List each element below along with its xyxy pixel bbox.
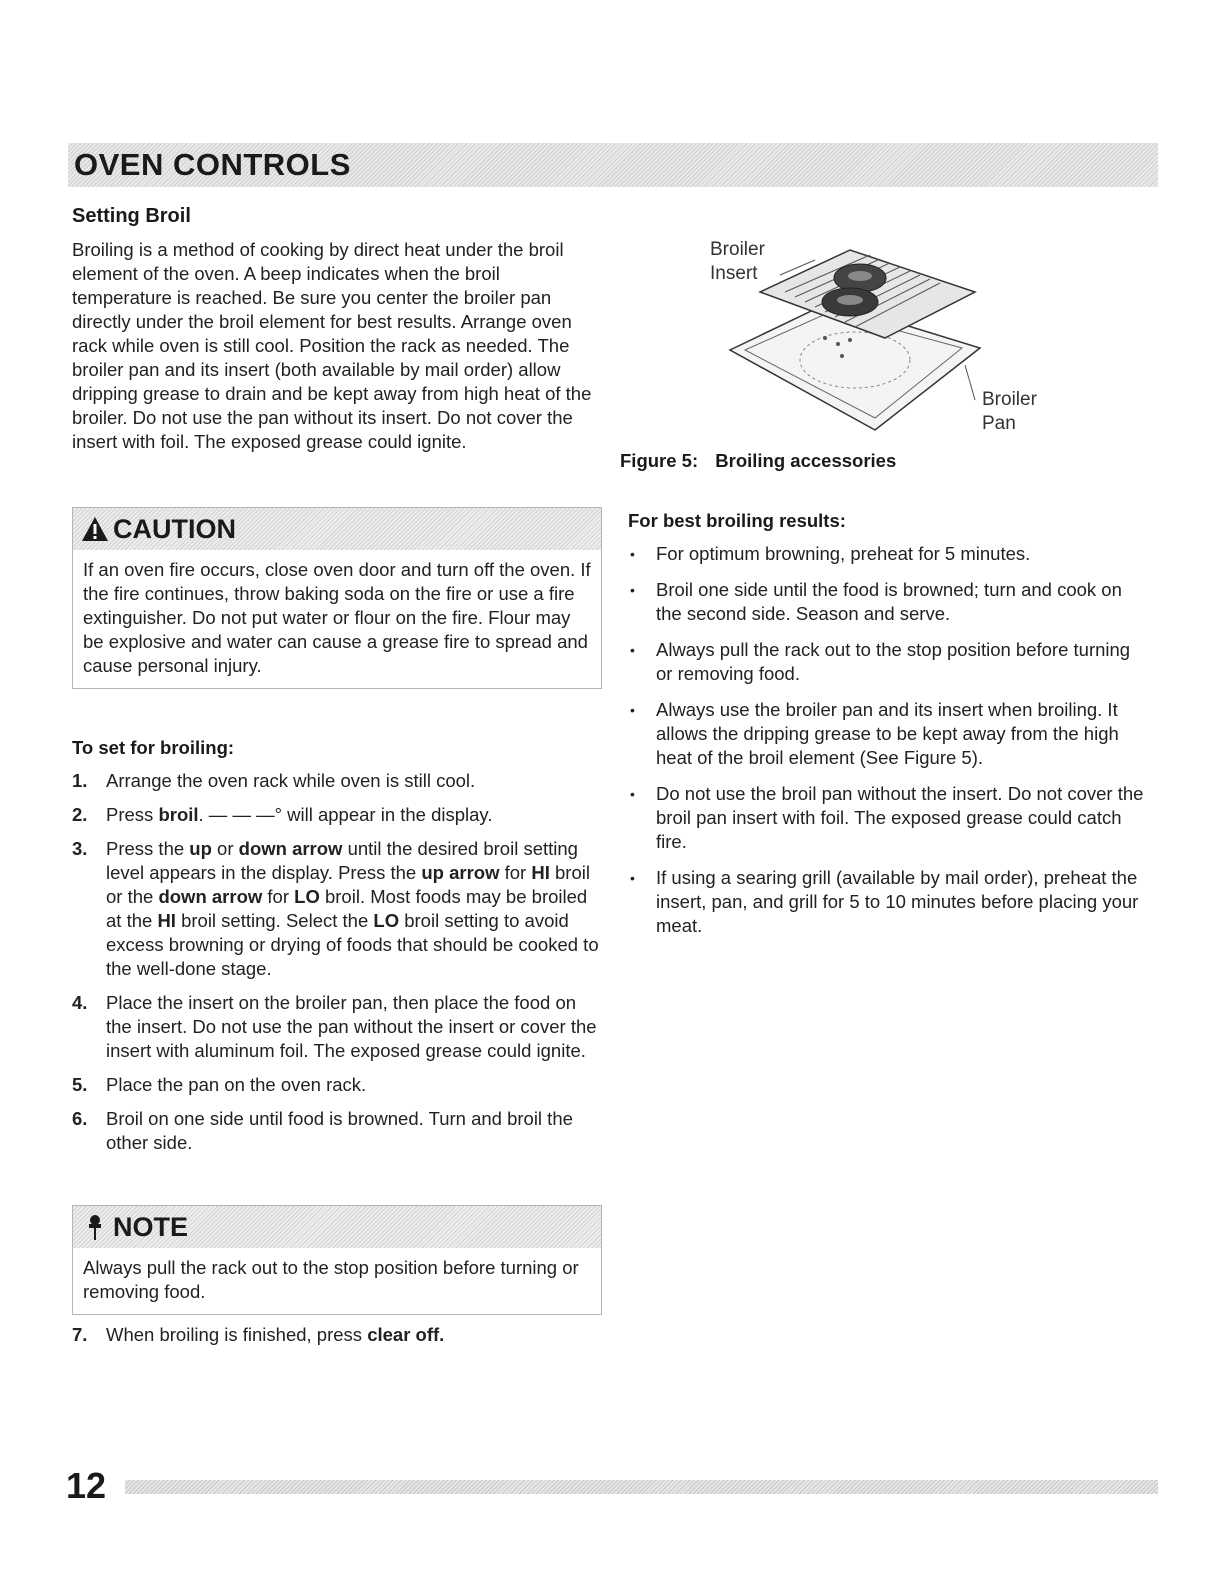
step-text: HI (157, 910, 176, 931)
step-text: LO (373, 910, 400, 931)
note-box (72, 1205, 602, 1315)
step-item (72, 1073, 600, 1097)
caution-label: CAUTION (113, 514, 236, 544)
step-text: clear off. (367, 1324, 445, 1345)
figure-number: Figure 5: (620, 450, 699, 471)
section-banner (68, 143, 1158, 187)
step-text: broil. Most foods may be broiled at the (106, 886, 588, 931)
step-item (72, 1323, 600, 1347)
step-text: Place the insert on the broiler pan, then place the food on the insert. Do not use the pan without the insert or cover the insert with aluminum foil. The exposed grease could ignite. (106, 992, 597, 1061)
footer-bar (125, 1480, 1158, 1494)
step-item (72, 769, 600, 793)
step-text: for (262, 886, 295, 907)
left-column (72, 205, 600, 454)
broiler-figure (620, 230, 1040, 460)
caution-text: If an oven fire occurs, close oven door and turn off the oven. If the fire continues, throw baking soda on the fire or use a fire extinguisher. Do not put water or flour on the fire. Flour may be explosive and water can cause a grease fire to spread and cause personal injury. (73, 550, 601, 688)
step-text: or (211, 838, 239, 859)
step-item (72, 1107, 600, 1155)
insert-label-line2: Insert (710, 263, 758, 284)
final-step-list (72, 1323, 600, 1347)
step-item (72, 837, 600, 981)
step-text: Press the (106, 838, 190, 859)
page-title: OVEN CONTROLS (74, 147, 351, 182)
tip-item: • Do not use the broil pan without the insert. Do not cover the broil pan insert with foil. The exposed grease could catch fire. (628, 782, 1148, 854)
insert-label-line1: Broiler (710, 239, 765, 260)
right-column (628, 510, 1148, 950)
step-text: down arrow (238, 838, 343, 859)
pan-label-line2: Pan (982, 413, 1016, 434)
tip-item: • If using a searing grill (available by mail order), preheat the insert, pan, and grill for 5 to 10 minutes before placing your meat. (628, 866, 1148, 938)
step-text: . — — —° will appear in the display. (198, 804, 493, 825)
step-text: broil setting to avoid excess browning or drying of foods that should be cooked to the well-done stage. (106, 910, 599, 979)
tip-item: • Always pull the rack out to the stop position before turning or removing food. (628, 638, 1148, 686)
step-text: until the desired broil setting level appears in the display. Press the (106, 838, 578, 883)
step-number: 7. (72, 1324, 88, 1345)
step-number: 2. (72, 804, 88, 825)
step-number: 6. (72, 1108, 88, 1129)
step-text: broil (158, 804, 199, 825)
figure-caption-text: Broiling accessories (715, 450, 897, 471)
final-step (72, 1323, 600, 1357)
note-label: NOTE (113, 1212, 189, 1242)
caution-header (73, 508, 601, 550)
step-text: When broiling is finished, press (106, 1324, 368, 1345)
step-number: 5. (72, 1074, 88, 1095)
tip-item: • For optimum browning, preheat for 5 minutes. (628, 542, 1148, 566)
step-number: 3. (72, 838, 88, 859)
broiler-pan-illustration (620, 230, 1040, 450)
step-item (72, 803, 600, 827)
step-number: 4. (72, 992, 88, 1013)
note-text: Always pull the rack out to the stop position before turning or removing food. (73, 1248, 601, 1314)
steps-title: To set for broiling: (72, 737, 235, 758)
step-text: broil or the (106, 862, 590, 907)
step-text: up (189, 838, 212, 859)
tip-item: • Broil one side until the food is browned; turn and cook on the second side. Season and serve. (628, 578, 1148, 626)
step-text: Press (106, 804, 159, 825)
step-text: up arrow (421, 862, 500, 883)
step-text: broil setting. Select the (175, 910, 374, 931)
step-text: HI (531, 862, 550, 883)
pushpin-icon (83, 1213, 107, 1241)
warning-icon (81, 516, 109, 542)
pan-label-line1: Broiler (982, 389, 1037, 410)
note-header (73, 1206, 601, 1248)
tips-list (628, 542, 1148, 938)
intro-paragraph: Broiling is a method of cooking by direct heat under the broil element of the oven. A beep indicates when the broil temperature is reached. Be sure you center the broiler pan directly under the broil element for best results. Arrange oven rack while oven is still cool. Position the rack as needed. The broiler pan and its insert (both available by mail order) allow dripping grease to drain and be kept away from high heat of the broiler. Do not use the pan without its insert. Do not cover the insert with foil. The exposed grease could ignite. (72, 239, 592, 452)
figure-caption (620, 450, 896, 472)
step-item (72, 991, 600, 1063)
step-number: 1. (72, 770, 88, 791)
caution-box (72, 507, 602, 689)
steps-section (72, 737, 600, 1165)
step-text: Arrange the oven rack while oven is still cool. (106, 770, 476, 791)
step-text: Broil on one side until food is browned. Turn and broil the other side. (106, 1108, 573, 1153)
step-text: down arrow (158, 886, 263, 907)
step-text: for (499, 862, 532, 883)
tip-item: • Always use the broiler pan and its insert when broiling. It allows the dripping grease to be kept away from the high heat of the broil element (See Figure 5). (628, 698, 1148, 770)
tips-title: For best broiling results: (628, 510, 846, 531)
step-text: Place the pan on the oven rack. (106, 1074, 367, 1095)
step-text: LO (294, 886, 320, 907)
section-title: Setting Broil (72, 205, 191, 227)
steps-list (72, 769, 600, 1155)
page-number: 12 (66, 1465, 107, 1506)
